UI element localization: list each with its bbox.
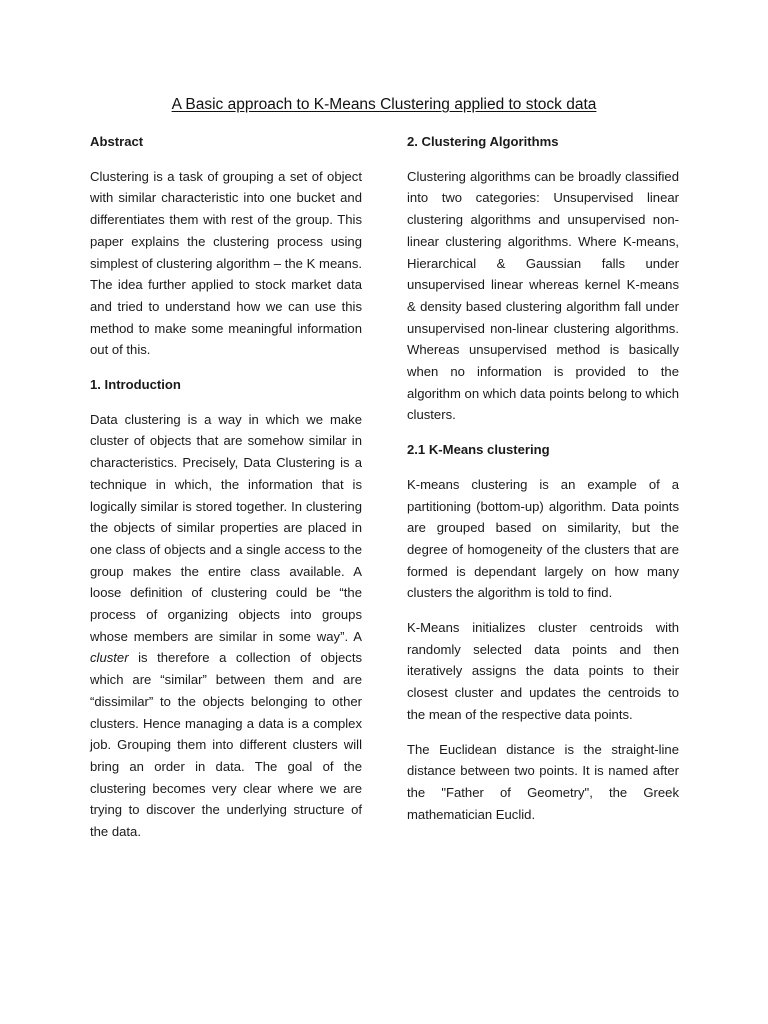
intro-text-part-2: is therefore a collection of objects which are “similar” between them and are “dissimilar” to the objects belonging to other clusters. Hence managing a data is a complex job. Grouping them into different clusters will bring an order in data. The goal of the clustering becomes very clear where we are trying to discover the underlying structure of the data. (90, 650, 362, 840)
kmeans-heading: 2.1 K-Means clustering (407, 442, 550, 458)
kmeans-paragraph-2: K-Means initializes cluster centroids with randomly selected data points and then iteratively assigns the data points to their closest cluster and updates the centroids to the mean of the respective data points. (407, 620, 679, 722)
left-column (90, 131, 362, 843)
clustering-algorithms-paragraph: Clustering algorithms can be broadly classified into two categories: Unsupervised linear clustering algorithms and unsupervised non-linear clustering algorithms. Where K-means, Hierarchical & Gaussian falls under unsupervised linear whereas kernel K-means & density based clustering algorithm fall under unsupervised non-linear clustering algorithms. Whereas unsupervised method is basically when no information is provided to the algorithm on which data points belong to which clusters. (407, 168, 679, 423)
kmeans-paragraph-1: K-means clustering is an example of a partitioning (bottom-up) algorithm. Data points are grouped based on similarity, but the degree of homogeneity of the clusters that are formed is dependant largely on how many clusters the algorithm is told to find. (407, 476, 679, 601)
abstract-paragraph: Clustering is a task of grouping a set of object with similar characteristic into one bucket and differentiates them with rest of the group. This paper explains the clustering process using simplest of clustering algorithm – the K means. The idea further applied to stock market data and tried to understand how we can use this method to make some meaningful information out of this. (90, 168, 362, 358)
clustering-algorithms-heading: 2. Clustering Algorithms (407, 134, 559, 149)
introduction-paragraph (90, 409, 362, 843)
kmeans-paragraph-3: The Euclidean distance is the straight-line distance between two points. It is named after the "Father of Geometry", the Greek mathematician Euclid. (407, 741, 679, 822)
right-column (407, 131, 679, 825)
cluster-term: cluster (90, 650, 129, 666)
intro-text-part-1: Data clustering is a way in which we make cluster of objects that are somehow similar in characteristics. Precisely, Data Clustering is a technique in which, the information that is logically similar is stored together. In clustering the objects of similar properties are placed in one class of objects and a single access to the group makes the entire class available. A loose definition of clustering could be “the process of organizing objects into groups whose members are similar in some way”. A (90, 411, 362, 644)
introduction-heading: 1. Introduction (90, 377, 181, 393)
abstract-heading: Abstract (90, 134, 144, 149)
paper-title: A Basic approach to K-Means Clustering applied to stock data (171, 96, 597, 113)
